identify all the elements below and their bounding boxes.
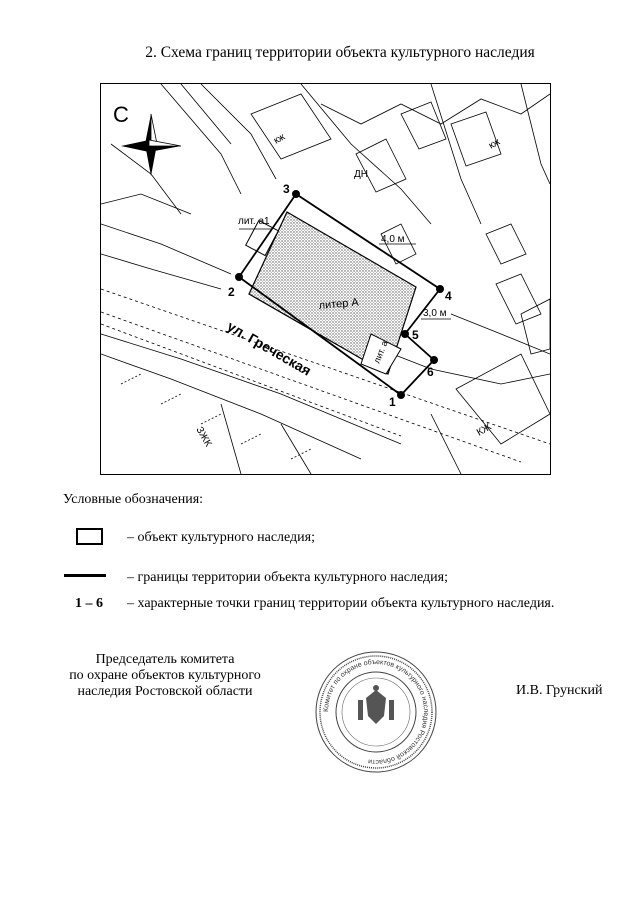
signer-title-line: наследия Ростовской области <box>77 684 253 699</box>
label-zhk: ЗЖК <box>193 425 214 449</box>
label-liter-a: литер А <box>318 296 360 312</box>
official-seal <box>312 650 440 774</box>
boundary-point-6 <box>430 356 438 364</box>
signer-title-line: Председатель комитета <box>95 652 235 667</box>
legend-points-text: – характерные точки границ территории объекта культурного наследия. <box>127 596 555 611</box>
signer-title-line: по охране объектов культурного <box>69 668 261 683</box>
boundary-point-5 <box>401 330 409 338</box>
north-label: С <box>113 102 129 127</box>
north-arrow <box>113 102 181 176</box>
label-kzh-3: КЖ <box>475 421 494 439</box>
point-label-1: 1 <box>389 395 396 409</box>
boundary-point-4 <box>436 285 444 293</box>
svg-text:Комитет по охране объектов кул: Комитет по охране объектов культурного наследия Ростовской области <box>322 658 430 766</box>
label-dn: ДН <box>354 169 368 180</box>
boundary-map <box>100 83 551 475</box>
signer-title <box>50 652 280 700</box>
boundary-point-1 <box>397 391 405 399</box>
point-label-3: 3 <box>283 182 290 196</box>
legend-title: Условные обозначения: <box>63 492 204 507</box>
label-lit-a1: лит. а1 <box>238 216 270 227</box>
signer-name: И.В. Грунский <box>516 683 603 698</box>
legend-boundary-text: – границы территории объекта культурного наследия; <box>127 570 448 585</box>
legend-points-range: 1 – 6 <box>75 596 103 611</box>
legend-boundary-symbol <box>64 574 106 577</box>
label-kzh-1: кж <box>272 131 288 147</box>
point-label-5: 5 <box>412 328 419 342</box>
page-heading: 2. Схема границ территории объекта культурного наследия <box>145 44 535 61</box>
boundary-point-3 <box>292 190 300 198</box>
boundary-point-2 <box>235 273 243 281</box>
point-label-4: 4 <box>445 289 452 303</box>
label-kzh-2: кж <box>487 136 503 152</box>
label-dist-40: 4,0 м <box>381 234 405 245</box>
legend-object-symbol <box>76 528 103 545</box>
legend-object-text: – объект культурного наследия; <box>127 530 315 545</box>
point-label-2: 2 <box>228 285 235 299</box>
point-label-6: 6 <box>427 365 434 379</box>
label-lit-a: лит. а <box>371 339 390 365</box>
label-dist-30: 3,0 м <box>423 308 447 319</box>
street-name: ул. Греческая <box>224 317 315 379</box>
